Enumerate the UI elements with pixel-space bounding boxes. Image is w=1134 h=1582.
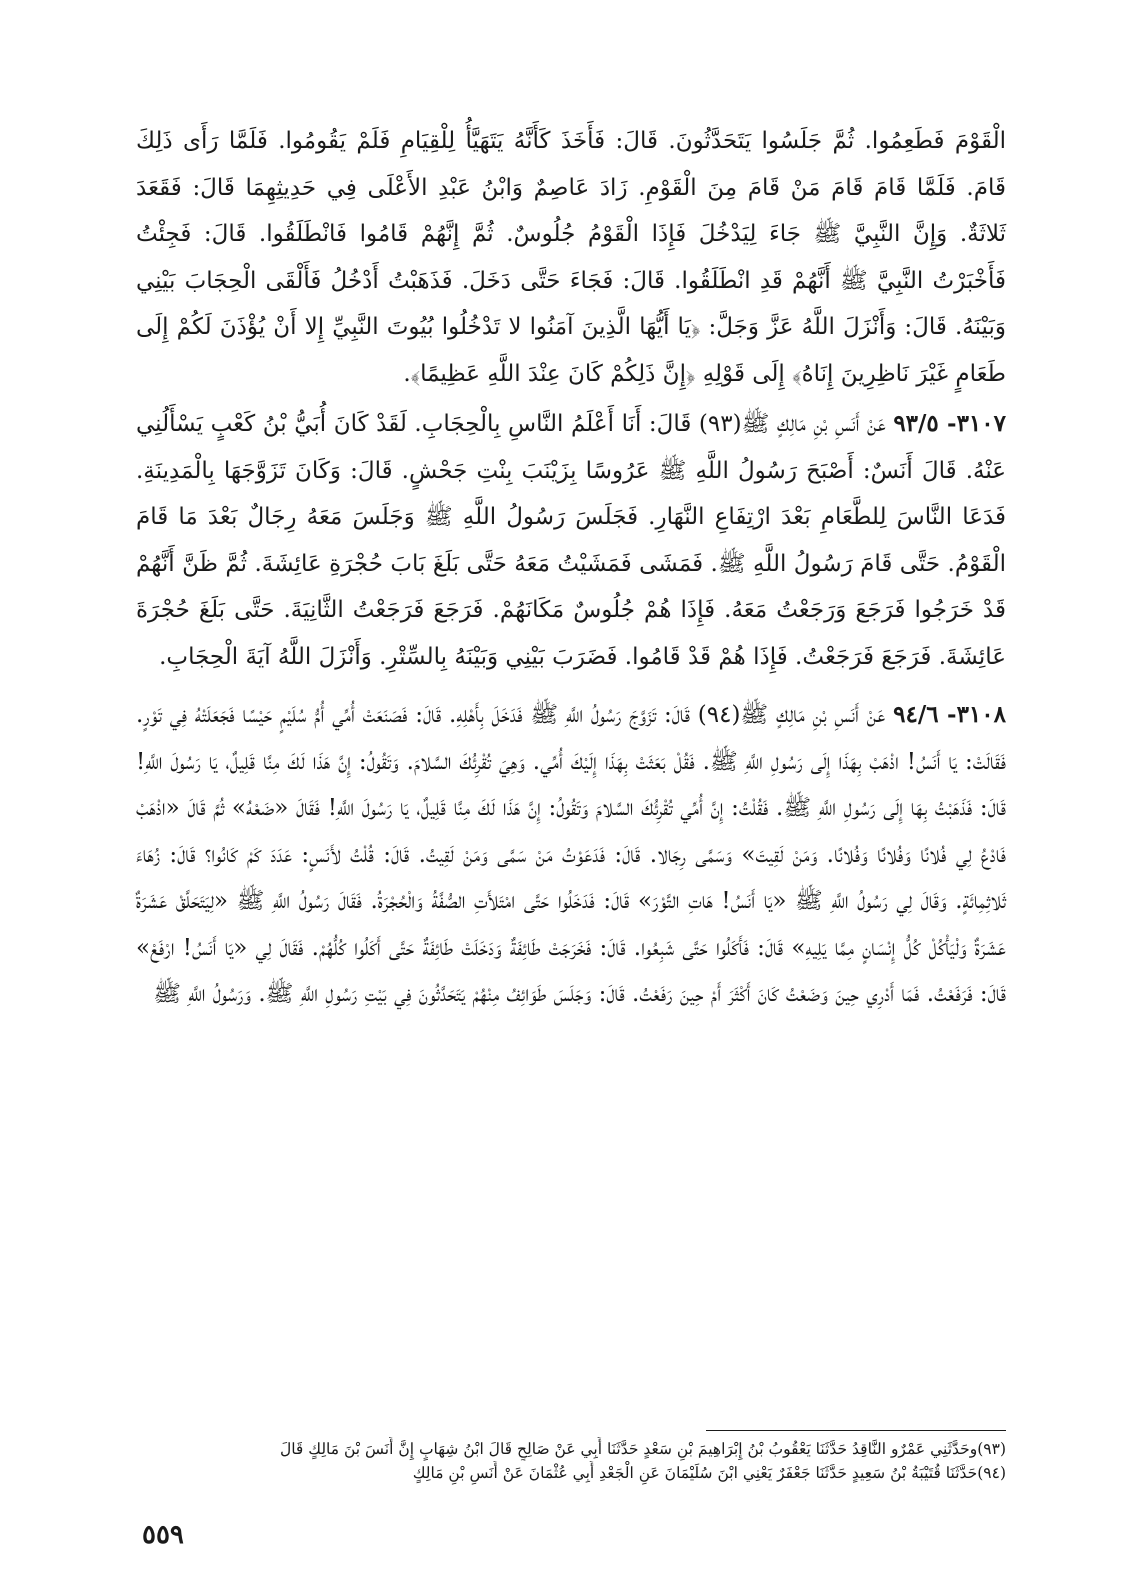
paragraph-text: عَنْ أَنَسِ بْنِ مَالِكٍ ﷺ(٩٣) قَالَ: أَنَا أَعْلَمُ النَّاسِ بِالْحِجَابِ. لَقَدْ كَانَ أُبَيُّ بْنُ كَعْبٍ يَسْأَلُنِي عَنْهُ. قَالَ أَنَسٌ: أَصْبَحَ رَسُولُ اللَّهِ ﷺ عَرُوسًا بِزَيْنَبَ بِنْتِ جَحْشٍ. قَالَ: وَكَانَ تَزَوَّجَهَا بِالْمَدِينَةِ. فَدَعَا النَّاسَ لِلطَّعَامِ بَعْدَ ارْتِفَاعِ النَّهَارِ. فَجَلَسَ رَسُولُ اللَّهِ ﷺ وَجَلَسَ مَعَهُ رِجَالٌ بَعْدَ مَا قَامَ الْقَوْمُ. حَتَّى قَامَ رَسُولُ اللَّهِ ﷺ. فَمَشَى فَمَشَيْتُ مَعَهُ حَتَّى بَلَغَ بَابَ حُجْرَةِ عَائِشَةَ. ثُمَّ ظَنَّ أَنَّهُمْ قَدْ خَرَجُوا فَرَجَعَ وَرَجَعْتُ مَعَهُ. فَإِذَا هُمْ جُلُوسٌ مَكَانَهُمْ. فَرَجَعَ فَرَجَعْتُ الثَّانِيَةَ. حَتَّى بَلَغَ حُجْرَةَ عَائِشَةَ. فَرَجَعَ فَرَجَعْتُ. فَإِذَا هُمْ قَدْ قَامُوا. فَضَرَبَ بَيْنِي وَبَيْنَهُ بِالسِّتْرِ. وَأَنْزَلَ اللَّهُ آيَةَ الْحِجَابِ. [136,411,1006,670]
footnote-94: (٩٤)حَدَّثَنَا قُتَيْبَةُ بْنُ سَعِيدٍ حَدَّثَنَا جَعْفَرٌ يَعْنِي ابْنَ سُلَيْمَانَ عَنِ الْجَعْدِ أَبِي عُثْمَانَ عَنْ أَنَسِ بْنِ مَالِكٍ [412,1464,1006,1482]
hadith-3108 [136,692,1006,1018]
paragraph-text: عَنْ أَنَسِ بْنِ مَالِكٍ ﷺ(٩٤) قَالَ: تَزَوَّجَ رَسُولُ اللَّهِ ﷺ فَدَخَلَ بِأَهْلِهِ. قَالَ: فَصَنَعَتْ أُمِّي أُمُّ سُلَيْمٍ حَيْسًا فَجَعَلَتْهُ فِي تَوْرٍ. فَقَالَتْ: يَا أَنَسُ! اذْهَبْ بِهَذَا إِلَى رَسُولِ اللَّهِ ﷺ. فَقُلْ بَعَثَتْ بِهَذَا إِلَيْكَ أُمِّي. وَهِيَ تُقْرِئُكَ السَّلامَ. وَتَقُولُ: إِنَّ هَذَا لَكَ مِنَّا قَلِيلٌ، يَا رَسُولَ اللَّهِ! قَالَ: فَذَهَبْتُ بِهَا إِلَى رَسُولِ اللَّهِ ﷺ. فَقُلْتُ: إِنَّ أُمِّي تُقْرِئُكَ السَّلامَ وَتَقُولُ: إِنَّ هَذَا لَكَ مِنَّا قَلِيلٌ، يَا رَسُولَ اللَّهِ! فَقَالَ «ضَعْهُ» ثُمَّ قَالَ «اذْهَبْ فَادْعُ لِي فُلانًا وَفُلانًا وَفُلانًا. وَمَنْ لَقِيتَ» وَسَمَّى رِجَالا. قَالَ: فَدَعَوْتُ مَنْ سَمَّى وَمَنْ لَقِيتُ. قَالَ: قُلْتُ لأَنَسٍ: عَدَدَ كَمْ كَانُوا؟ قَالَ: زُهَاءَ ثَلاثِمِائَةٍ. وَقَالَ لِي رَسُولُ اللَّهِ ﷺ «يَا أَنَسُ! هَاتِ التَّوْرَ» قَالَ: فَدَخَلُوا حَتَّى امْتَلأَتِ الصُّفَّةُ وَالْحُجْرَةُ. فَقَالَ رَسُولُ اللَّهِ ﷺ «لِيَتَحَلَّقْ عَشَرَةٌ عَشَرَةٌ وَلْيَأْكُلْ كُلُّ إِنْسَانٍ مِمَّا يَلِيهِ» قَالَ: فَأَكَلُوا حَتَّى شَبِعُوا. قَالَ: فَخَرَجَتْ طَائِفَةٌ وَدَخَلَتْ طَائِفَةٌ حَتَّى أَكَلُوا كُلُّهُمْ. فَقَالَ لِي «يَا أَنَسُ! ارْفَعْ» قَالَ: فَرَفَعْتُ. فَمَا أَدْرِي حِينَ وَضَعْتُ كَانَ أَكْثَرَ أَمْ حِينَ رَفَعْتُ. قَالَ: وَجَلَسَ طَوَائِفُ مِنْهُمْ يَتَحَدَّثُونَ فِي بَيْتِ رَسُولِ اللَّهِ ﷺ. وَرَسُولُ اللَّهِ ﷺ [136,702,1006,1007]
page-number: ٥٥٩ [142,1520,184,1550]
hadith-number: ٣١٠٨- ٩٤/٦ [893,701,1006,728]
footnote-93: (٩٣)وحَدَّثَنِي عَمْرٌو النَّاقِدُ حَدَّثَنَا يَعْقُوبُ بْنُ إِبْرَاهِيمَ بْنِ سَعْدٍ حَدَّثَنَا أَبِي عَنْ صَالِحٍ قَالَ ابْنُ شِهَابٍ إِنَّ أَنَسَ بْنَ مَالِكٍ قَالَ [279,1440,1006,1458]
paragraph-continuation [136,118,1006,397]
main-text [136,118,1006,1018]
paragraph-text: الْقَوْمَ فَطَعِمُوا. ثُمَّ جَلَسُوا يَتَحَدَّثُونَ. قَالَ: فَأَخَذَ كَأَنَّهُ يَتَهَيَّأُ لِلْقِيَامِ فَلَمْ يَقُومُوا. فَلَمَّا رَأَى ذَلِكَ قَامَ. فَلَمَّا قَامَ قَامَ مَنْ قَامَ مِنَ الْقَوْمِ. زَادَ عَاصِمٌ وَابْنُ عَبْدِ الأَعْلَى فِي حَدِيثِهِمَا قَالَ: فَقَعَدَ ثَلاثَةٌ. وَإِنَّ النَّبِيَّ ﷺ جَاءَ لِيَدْخُلَ فَإِذَا الْقَوْمُ جُلُوسٌ. ثُمَّ إِنَّهُمْ قَامُوا فَانْطَلَقُوا. قَالَ: فَجِئْتُ فَأَخْبَرْتُ النَّبِيَّ ﷺ أَنَّهُمْ قَدِ انْطَلَقُوا. قَالَ: فَجَاءَ حَتَّى دَخَلَ. فَذَهَبْتُ أَدْخُلُ فَأَلْقَى الْحِجَابَ بَيْنِي وَبَيْنَهُ. قَالَ: وَأَنْزَلَ اللَّهُ عَزَّ وَجَلَّ: ﴿يَا أَيُّهَا الَّذِينَ آمَنُوا لا تَدْخُلُوا بُيُوتَ النَّبِيِّ إِلا أَنْ يُؤْذَنَ لَكُمْ إِلَى طَعَامٍ غَيْرَ نَاظِرِينَ إِنَاهُ﴾ إِلَى قَوْلِهِ ﴿إِنَّ ذَلِكُمْ كَانَ عِنْدَ اللَّهِ عَظِيمًا﴾. [136,128,1006,387]
footnotes [136,1430,1006,1485]
hadith-number: ٣١٠٧- ٩٣/٥ [893,410,1006,437]
hadith-3107 [136,401,1006,680]
footnote-divider [706,1430,1006,1431]
